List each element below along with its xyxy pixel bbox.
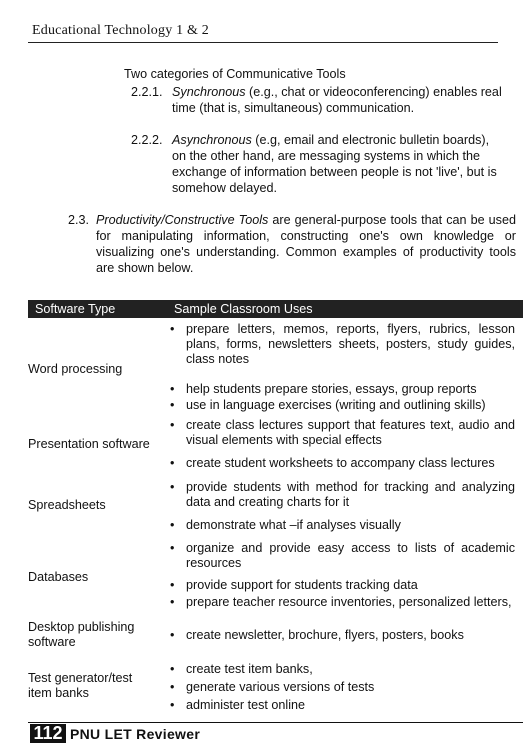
software-type-cell: Test generator/test item banks [28,671,133,700]
item-text [96,212,516,276]
column-header-software-type: Software Type [35,302,116,316]
use-item [170,698,515,713]
table-header [28,300,523,318]
use-text: create class lectures support that features text, audio and visual elements with special effects [186,418,515,447]
item-body: (e.g., chat or videoconferencing) enables real time (that is, simultaneous) communication. [172,85,502,115]
use-item [170,480,515,510]
use-item [170,398,515,413]
bullet-icon: • [170,456,175,470]
use-text: prepare letters, memos, reports, flyers, rubrics, lesson plans, forms, newsletters sheets, posters, study guides, class notes [186,322,515,366]
software-type-cell: Spreadsheets [28,498,106,512]
use-item [170,595,515,610]
item-term: Productivity/Constructive Tools [96,213,269,227]
use-text: use in language exercises (writing and outlining skills) [186,398,486,412]
use-text: organize and provide easy access to lists of academic resources [186,541,515,570]
header-rule [28,42,498,43]
software-type-cell: Desktop publishing software [28,620,135,649]
column-header-sample-uses: Sample Classroom Uses [174,302,313,316]
use-text: generate various versions of tests [186,680,375,694]
footer-rule [28,722,523,723]
item-text [172,132,502,196]
item-number: 2.3. [68,213,90,227]
item-body: are general-purpose tools that can be used for manipulating information, constructing one's own knowledge or visualizing one's understanding. Common examples of productivity tools are shown below. [96,213,516,275]
use-text: prepare teacher resource inventories, personalized letters, [186,595,512,609]
running-header: Educational Technology 1 & 2 [32,23,209,38]
use-item [170,322,515,367]
item-text [172,84,502,116]
software-type-cell: Databases [28,570,89,584]
bullet-icon: • [170,382,175,396]
intro-text: Two categories of Communicative Tools [124,67,346,81]
use-item [170,578,515,593]
use-text: provide support for students tracking data [186,578,418,592]
bullet-icon: • [170,418,175,432]
bullet-icon: • [170,595,175,609]
bullet-icon: • [170,578,175,592]
use-text: create newsletter, brochure, flyers, posters, books [186,628,464,642]
use-item [170,456,515,471]
use-item [170,382,515,397]
bullet-icon: • [170,541,175,555]
bullet-icon: • [170,698,175,712]
use-text: create student worksheets to accompany class lectures [186,456,495,470]
use-item [170,628,515,643]
bullet-icon: • [170,628,175,642]
page-number: 112 [30,724,66,743]
use-text: help students prepare stories, essays, group reports [186,382,477,396]
use-text: demonstrate what –if analyses visually [186,518,401,532]
bullet-icon: • [170,662,175,676]
bullet-icon: • [170,480,175,494]
footer-label: PNU LET Reviewer [70,726,201,742]
software-type-cell: Word processing [28,362,123,376]
use-text: create test item banks, [186,662,313,676]
bullet-icon: • [170,680,175,694]
use-item [170,662,515,677]
item-body: (e.g, email and electronic bulletin boards), on the other hand, are messaging systems in which the exchange of information between people is not 'live', but is somehow delayed. [172,133,497,195]
use-item [170,518,515,533]
bullet-icon: • [170,398,175,412]
use-item [170,680,515,695]
item-number: 2.2.2. [131,133,163,147]
bullet-icon: • [170,518,175,532]
item-number: 2.2.1. [131,85,163,99]
use-item [170,418,515,448]
software-type-cell: Presentation software [28,437,150,451]
bullet-icon: • [170,322,175,336]
use-item [170,541,515,571]
item-term: Synchronous [172,85,246,99]
use-text: administer test online [186,698,306,712]
item-term: Asynchronous [172,133,252,147]
use-text: provide students with method for tracking and analyzing data and creating charts for it [186,480,515,509]
